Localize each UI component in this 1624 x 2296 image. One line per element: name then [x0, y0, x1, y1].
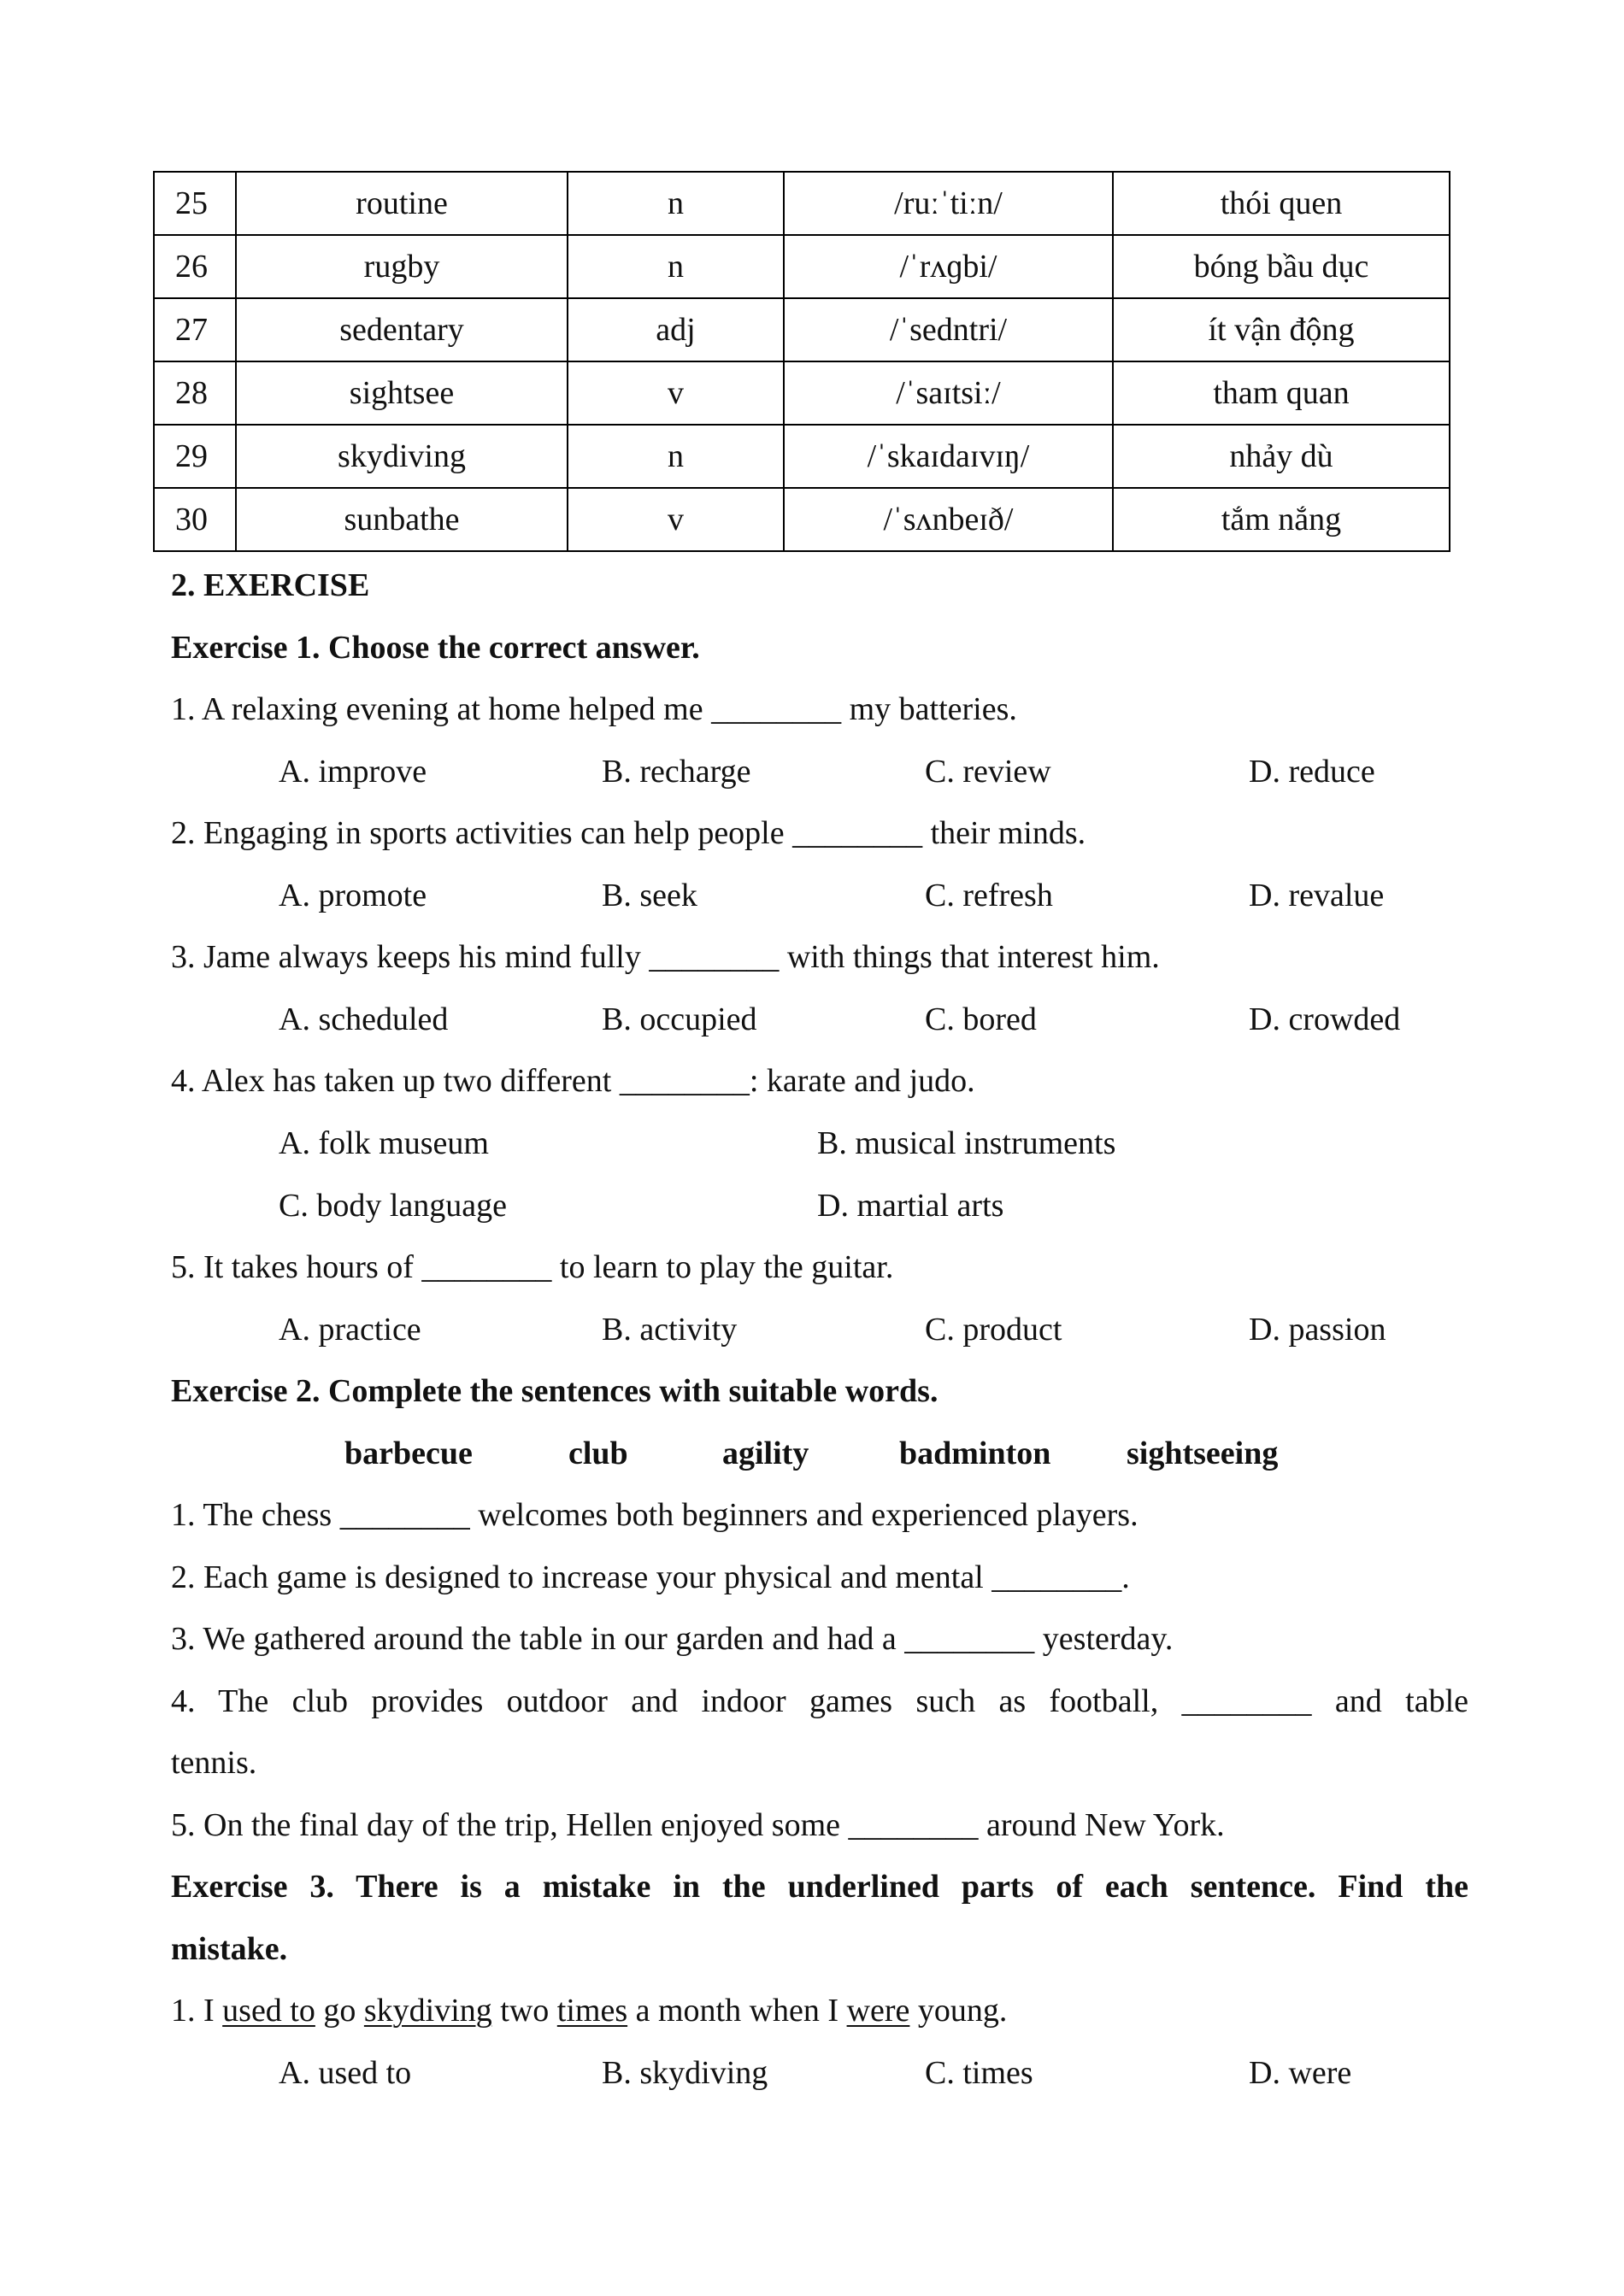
row-pronunciation: /ˈrʌɡbi/: [784, 235, 1113, 298]
row-meaning: tắm nắng: [1113, 488, 1450, 551]
word-bank-item: badminton: [899, 1436, 1051, 1471]
ex3-question-1: [171, 1994, 1468, 2027]
vocabulary-table: [153, 171, 1450, 552]
word-bank-item: agility: [722, 1436, 809, 1471]
ex2-sentence-4-continued: tennis.: [171, 1745, 257, 1781]
word-bank-item: club: [568, 1436, 628, 1471]
ex1-question-5: 5. It takes hours of ________ to learn to play the guitar.: [171, 1249, 894, 1285]
row-pronunciation: /ˈsaɪtsiː/: [784, 361, 1113, 425]
exercise3-title: Exercise 3. There is a mistake in the underlined parts of each sentence. Find the: [171, 1869, 1468, 1905]
row-part-of-speech: n: [568, 425, 784, 488]
row-word: rugby: [236, 235, 568, 298]
row-meaning: tham quan: [1113, 361, 1450, 425]
row-meaning: thói quen: [1113, 172, 1450, 235]
sentence-text: young.: [909, 1993, 1008, 2029]
table-row: [154, 172, 1450, 235]
row-part-of-speech: adj: [568, 298, 784, 361]
ex1-question-1: 1. A relaxing evening at home helped me ________ my batteries.: [171, 691, 1017, 727]
row-number: 29: [154, 425, 236, 488]
ex1-q3-option-d: D. crowded: [1249, 1001, 1401, 1037]
ex1-q2-option-b: B. seek: [602, 878, 697, 913]
row-part-of-speech: n: [568, 172, 784, 235]
exercise1-title: Exercise 1. Choose the correct answer.: [171, 630, 700, 666]
row-meaning: nhảy dù: [1113, 425, 1450, 488]
table-row: [154, 235, 1450, 298]
ex1-q5-option-c: C. product: [925, 1312, 1062, 1348]
row-number: 28: [154, 361, 236, 425]
ex1-q4-option-c: C. body language: [279, 1188, 508, 1224]
ex1-q1-option-c: C. review: [925, 754, 1051, 790]
ex1-question-4: 4. Alex has taken up two different ________: karate and judo.: [171, 1063, 975, 1099]
ex1-question-2: 2. Engaging in sports activities can help people ________ their minds.: [171, 815, 1086, 851]
ex1-q2-option-a: A. promote: [279, 878, 427, 913]
row-word: sedentary: [236, 298, 568, 361]
ex3-q1-option-d: D. were: [1249, 2055, 1352, 2091]
row-meaning: bóng bầu dục: [1113, 235, 1450, 298]
row-part-of-speech: v: [568, 488, 784, 551]
ex2-sentence-5: 5. On the final day of the trip, Hellen enjoyed some ________ around New York.: [171, 1807, 1225, 1843]
exercise2-title: Exercise 2. Complete the sentences with suitable words.: [171, 1373, 939, 1409]
ex1-q1-option-a: A. improve: [279, 754, 427, 790]
sentence-text: go: [315, 1993, 364, 2029]
row-pronunciation: /ˈskaɪdaɪvɪŋ/: [784, 425, 1113, 488]
ex1-q3-option-b: B. occupied: [602, 1001, 757, 1037]
underlined-part: times: [556, 1993, 628, 2029]
ex1-q1-option-b: B. recharge: [602, 754, 751, 790]
ex1-q5-option-b: B. activity: [602, 1312, 738, 1348]
table-row: [154, 425, 1450, 488]
ex3-q1-option-a: A. used to: [279, 2055, 412, 2091]
row-word: sunbathe: [236, 488, 568, 551]
word-bank-item: sightseeing: [1127, 1436, 1279, 1471]
row-word: skydiving: [236, 425, 568, 488]
ex1-q4-option-d: D. martial arts: [817, 1188, 1004, 1224]
ex3-q1-option-b: B. skydiving: [602, 2055, 768, 2091]
ex1-q3-option-c: C. bored: [925, 1001, 1037, 1037]
table-row: [154, 488, 1450, 551]
ex1-q4-option-b: B. musical instruments: [817, 1125, 1116, 1161]
section-heading: 2. EXERCISE: [171, 567, 370, 603]
ex2-sentence-3: 3. We gathered around the table in our garden and had a ________ yesterday.: [171, 1621, 1174, 1657]
row-pronunciation: /ˈsedntri/: [784, 298, 1113, 361]
underlined-part: were: [846, 1993, 910, 2029]
ex1-q4-option-a: A. folk museum: [279, 1125, 489, 1161]
exercise3-title-continued: mistake.: [171, 1931, 288, 1967]
table-row: [154, 298, 1450, 361]
row-pronunciation: /ˈsʌnbeɪð/: [784, 488, 1113, 551]
row-number: 30: [154, 488, 236, 551]
ex1-q2-option-c: C. refresh: [925, 878, 1053, 913]
word-bank-item: barbecue: [344, 1436, 473, 1471]
row-number: 26: [154, 235, 236, 298]
table-row: [154, 361, 1450, 425]
row-number: 25: [154, 172, 236, 235]
underlined-part: skydiving: [363, 1993, 492, 2029]
ex1-q5-option-d: D. passion: [1249, 1312, 1386, 1348]
row-part-of-speech: n: [568, 235, 784, 298]
ex1-question-3: 3. Jame always keeps his mind fully ________ with things that interest him.: [171, 939, 1160, 975]
sentence-text: two: [491, 1993, 557, 2029]
ex1-q1-option-d: D. reduce: [1249, 754, 1375, 790]
sentence-text: a month when I: [627, 1993, 847, 2029]
row-pronunciation: /ruːˈtiːn/: [784, 172, 1113, 235]
ex1-q3-option-a: A. scheduled: [279, 1001, 449, 1037]
row-part-of-speech: v: [568, 361, 784, 425]
row-word: routine: [236, 172, 568, 235]
row-number: 27: [154, 298, 236, 361]
sentence-text: 1. I: [171, 1993, 223, 2029]
ex2-sentence-4: 4. The club provides outdoor and indoor games such as football, ________ and table: [171, 1683, 1468, 1719]
row-word: sightsee: [236, 361, 568, 425]
ex2-sentence-2: 2. Each game is designed to increase your physical and mental ________.: [171, 1559, 1130, 1595]
ex3-q1-option-c: C. times: [925, 2055, 1033, 2091]
ex1-q2-option-d: D. revalue: [1249, 878, 1385, 913]
ex2-sentence-1: 1. The chess ________ welcomes both beginners and experienced players.: [171, 1497, 1139, 1533]
row-meaning: ít vận động: [1113, 298, 1450, 361]
underlined-part: used to: [222, 1993, 315, 2029]
ex1-q5-option-a: A. practice: [279, 1312, 421, 1348]
